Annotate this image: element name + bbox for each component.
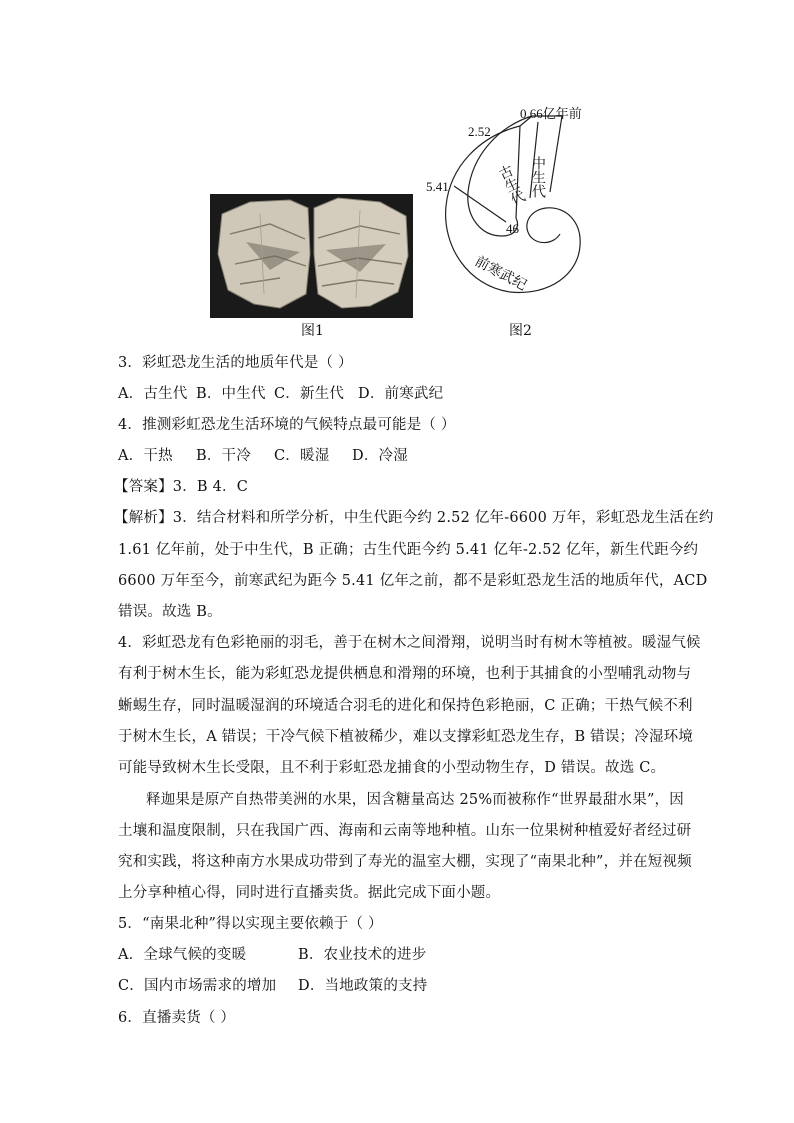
passage-line-2: 土壤和温度限制，只在我国广西、海南和云南等地种植。山东一位果树种植爱好者经过研: [118, 823, 692, 839]
passage-line-4: 上分享种植心得，同时进行直播卖货。据此完成下面小题。: [118, 885, 501, 901]
label-252: 2.52: [468, 124, 491, 139]
q4-option-a: A．干热: [118, 448, 173, 464]
q3-option-d: D．前寒武纪: [358, 386, 444, 402]
era-paleozoic: 古生代: [494, 162, 528, 208]
q4-option-c: C．暖湿: [274, 448, 330, 464]
q4-option-d: D．冷湿: [352, 448, 408, 464]
q4-option-b: B．干冷: [196, 448, 251, 464]
era-mesozoic: 中生代: [530, 156, 546, 198]
era-precambrian: 前寒武纪: [472, 253, 530, 294]
analysis-line-7: 蜥蜴生存，同时温暖湿润的环境适合羽毛的进化和保持色彩艳丽，C 正确；干热气候不利: [118, 698, 693, 714]
q6-stem: 6．直播卖货（ ）: [118, 1010, 236, 1026]
q4-options: [118, 446, 408, 466]
analysis-line-4: 错误。故选 B。: [118, 604, 222, 620]
q3-stem: 3．彩虹恐龙生活的地质年代是（ ）: [118, 355, 353, 371]
spiral-outer: [446, 126, 581, 292]
analysis-line-1: 【解析】3．结合材料和所学分析，中生代距今约 2.52 亿年-6600 万年，彩虹恐龙生活在约: [114, 510, 714, 526]
q5-stem: 5．“南果北种”得以实现主要依赖于（ ）: [118, 916, 383, 932]
q5-option-c: C．国内市场需求的增加: [118, 978, 277, 994]
q3-option-a: A．古生代: [118, 386, 188, 402]
q3-option-c: C．新生代: [274, 386, 345, 402]
q4-stem: 4．推测彩虹恐龙生活环境的气候特点最可能是（ ）: [118, 417, 456, 433]
fossil-photo: [210, 194, 413, 318]
passage-line-1: 释迦果是原产自热带美洲的水果，因含糖量高达 25%而被称作“世界最甜水果”，因: [146, 792, 684, 808]
label-066: 0.66亿年前: [520, 106, 582, 121]
geologic-timeline-diagram: [420, 96, 600, 321]
analysis-line-2: 1.61 亿年前，处于中生代，B 正确；古生代距今约 5.41 亿年-2.52 亿年，新生代距今约: [118, 542, 699, 558]
q3-option-b: B．中生代: [196, 386, 266, 402]
answer-line: 【答案】3．B 4．C: [114, 479, 249, 495]
label-46: 46: [506, 221, 519, 236]
q5-option-b: B．农业技术的进步: [298, 947, 427, 963]
q5-option-a: A．全球气候的变暖: [118, 947, 247, 963]
analysis-line-8: 于树木生长，A 错误；干冷气候下植被稀少，难以支撑彩虹恐龙生存，B 错误；冷湿环境: [118, 729, 694, 745]
fossil-image: [210, 194, 413, 318]
analysis-line-3: 6600 万年至今，前寒武纪为距今 5.41 亿年之前，都不是彩虹恐龙生活的地质年代，ACD: [118, 573, 708, 589]
q5-option-d: D．当地政策的支持: [298, 978, 428, 994]
figure2-caption: 图2: [509, 323, 532, 339]
passage-line-3: 究和实践，将这种南方水果成功带到了寿光的温室大棚，实现了“南果北种”，并在短视频: [118, 854, 692, 870]
analysis-line-5: 4．彩虹恐龙有色彩艳丽的羽毛，善于在树木之间滑翔，说明当时有树木等植被。暖湿气候: [118, 635, 701, 651]
figure1-caption: 图1: [301, 323, 324, 339]
q5-options-row1: [118, 945, 426, 965]
analysis-line-6: 有利于树木生长，能为彩虹恐龙提供栖息和滑翔的环境，也利于其捕食的小型哺乳动物与: [118, 666, 692, 682]
q3-options: [118, 384, 443, 404]
label-541: 5.41: [426, 179, 449, 194]
q5-options-row2: [118, 976, 427, 996]
analysis-line-9: 可能导致树木生长受限，且不利于彩虹恐龙捕食的小型动物生存，D 错误。故选 C。: [118, 760, 666, 776]
